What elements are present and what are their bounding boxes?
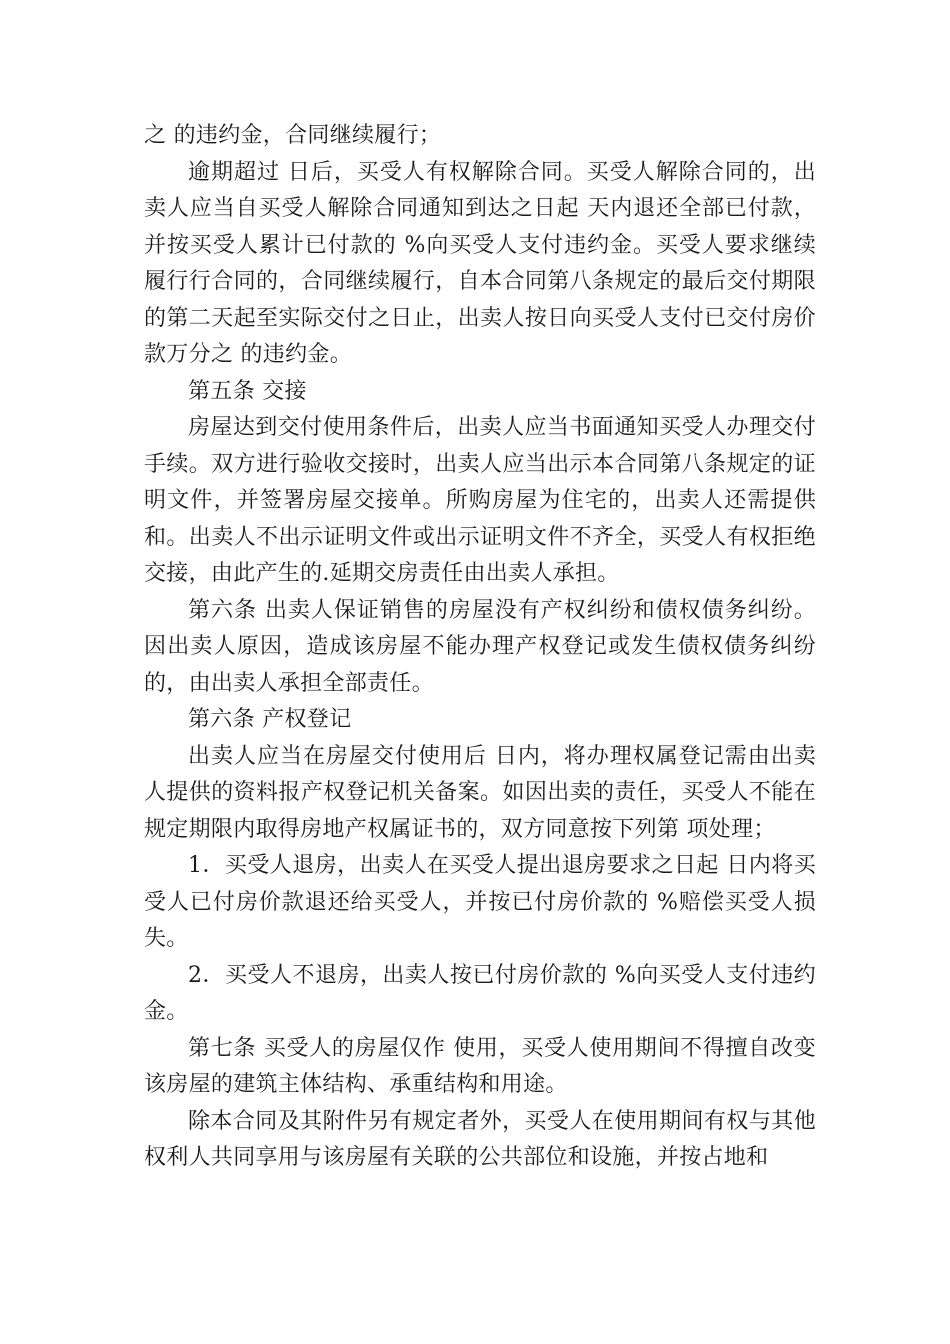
list-item-1: 1．买受人退房，出卖人在买受人提出退房要求之日起 日内将买受人已付房价款退还给买受人，并按已付房价款的 %赔偿买受人损失。 [144, 853, 816, 951]
paragraph-11: 除本合同及其附件另有规定者外，买受人在使用期间有权与其他权利人共同享用与该房屋有关联的公共部位和设施，并按占地和 [144, 1108, 816, 1170]
document-body [144, 118, 816, 1177]
paragraph-5: 第六条 出卖人保证销售的房屋没有产权纠纷和债权债务纠纷。因出卖人原因，造成该房屋不能办理产权登记或发生债权债务纠纷的，由出卖人承担全部责任。 [144, 597, 816, 696]
article-6-heading: 第六条 产权登记 [188, 707, 352, 732]
paragraph-4: 房屋达到交付使用条件后，出卖人应当书面通知买受人办理交付手续。双方进行验收交接时，出卖人应当出示本合同第八条规定的证明文件，并签署房屋交接单。所购房屋为住宅的，出卖人还需提供和。出卖人不出示证明文件或出示证明文件不齐全，买受人有权拒绝交接，由此产生的.延期交房责任由出卖人承担。 [144, 415, 816, 586]
paragraph-2: 逾期超过 日后，买受人有权解除合同。买受人解除合同的，出卖人应当自买受人解除合同通知到达之日起 天内退还全部已付款，并按买受人累计已付款的 %向买受人支付违约金。买受人要求继续履行行合同的，合同继续履行，自本合同第八条规定的最后交付期限的第二天起至实际交付之日止，出卖人按日向买受人支付已交付房价款万分之 的违约金。 [144, 159, 816, 367]
paragraph-10: 第七条 买受人的房屋仅作 使用，买受人使用期间不得擅自改变该房屋的建筑主体结构、承重结构和用途。 [144, 1035, 816, 1097]
list-item-2: 2．买受人不退房，出卖人按已付房价款的 %向买受人支付违约金。 [144, 962, 816, 1024]
article-5-heading: 第五条 交接 [188, 378, 307, 404]
paragraph-7: 出卖人应当在房屋交付使用后 日内，将办理权属登记需由出卖人提供的资料报产权登记机关备案。如因出卖的责任，买受人不能在规定期限内取得房地产权属证书的，双方同意按下列第 项处理； [144, 743, 816, 842]
paragraph-1: 之 的违约金，合同继续履行； [144, 123, 442, 148]
